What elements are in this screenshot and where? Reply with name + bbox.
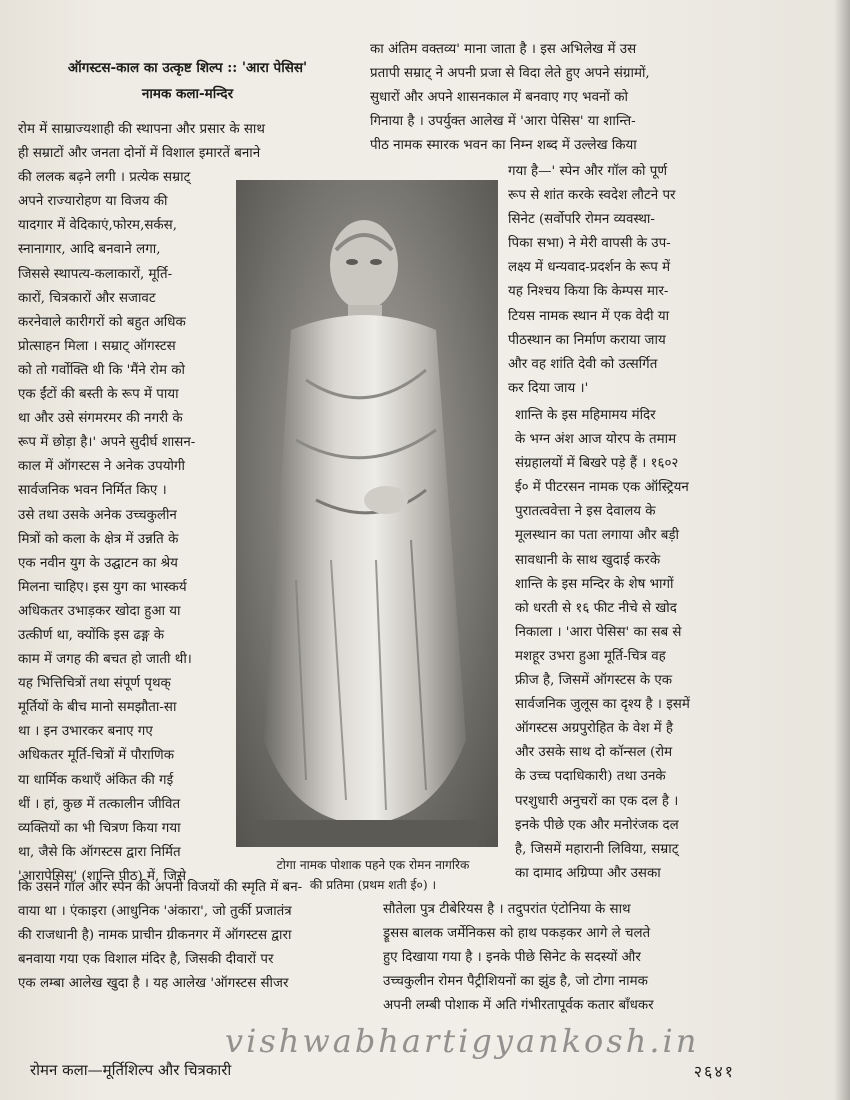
text-line: या धार्मिक कथाएँ अंकित की गई (18, 772, 174, 788)
text-line: उसे तथा उसके अनेक उच्चकुलीन (18, 507, 177, 523)
text-line: की राजधानी है) नामक प्राचीन ग्रीकनगर में ऑगस्टस द्वारा (18, 928, 292, 944)
text-line: सार्वजनिक भवन निर्मित किए । (18, 483, 167, 499)
section-heading (15, 55, 360, 107)
running-footer-title: रोमन कला—मूर्तिशिल्प और चित्रकारी (30, 1061, 232, 1079)
heading-line: ऑगस्टस-काल का उत्कृष्ट शिल्प :: 'आरा पेसिस' (67, 60, 308, 76)
text-line: है, जिसमें महारानी लिविया, सम्राट् (515, 841, 679, 857)
text-line: निकाला । 'आरा पेसिस' का सब से (515, 624, 682, 640)
text-line: कारों, चित्रकारों और सजावट (18, 290, 156, 306)
right-top-column (370, 38, 730, 158)
caption-line: की प्रतिमा (प्रथम शती ई०) । (309, 878, 437, 892)
text-line: का अंतिम वक्तव्य' माना जाता है । इस अभिलेख में उस (370, 42, 637, 57)
text-line: शान्ति के इस मन्दिर के शेष भागों (515, 576, 674, 592)
watermark-text: vishwabhartigyankosh.in (225, 1022, 700, 1060)
text-line: सिनेट (सर्वोपरि रोमन व्यवस्था- (508, 212, 655, 228)
text-line: पुरातत्ववेत्ता ने इस देवालय के (515, 504, 656, 520)
text-line: था और उसे संगमरमर की नगरी के (18, 411, 183, 427)
text-line: रूप से शांत करके स्वदेश लौटने पर (508, 188, 676, 204)
text-line: अपने राज्यारोहण या विजय की (18, 194, 168, 210)
text-line: गया है—' स्पेन और गॉल को पूर्ण (508, 164, 668, 179)
text-line: टियस नामक स्थान में एक वेदी या (508, 308, 670, 324)
text-line: व्यक्तियों का भी चित्रण किया गया (18, 820, 181, 836)
bottom-right-text (383, 898, 725, 1018)
text-line: काम में जगह की बचत हो जाती थी। (18, 652, 192, 668)
text-line: सौतेला पुत्र टीबेरियस है । तदुपरांत एंटोनिया के साथ (383, 902, 631, 917)
text-line: थीं । हां, कुछ में तत्कालीन जीवित (18, 796, 181, 812)
text-line: को तो गर्वोक्ति थी कि 'मैंने रोम को (18, 362, 185, 378)
text-line: मूलस्थान का पता लगाया और बड़ी (515, 528, 679, 544)
text-line: उत्कीर्ण था, क्योंकि इस ढङ्ग के (18, 627, 165, 643)
text-line: जिससे स्थापत्य-कलाकारों, मूर्ति- (18, 266, 173, 282)
text-line: बनवाया गया एक विशाल मंदिर है, जिसकी दीवारों पर (18, 952, 274, 968)
text-line: था । इन उभारकर बनाए गए (18, 724, 153, 740)
text-line: ई० में पीटरसन नामक एक ऑस्ट्रियन (515, 480, 689, 496)
text-line: का दामाद अग्रिप्पा और उसका (515, 865, 661, 881)
text-line: और वह शांति देवी को उत्सर्गित (508, 356, 658, 372)
text-line: ऑगस्टस अग्रपुरोहित के वेश में है (515, 721, 674, 737)
text-line: यह निश्चय किया कि केम्पस मार- (508, 284, 669, 300)
page-number: २६४१ (693, 1062, 735, 1081)
text-line: एक लम्बा आलेख खुदा है । यह आलेख 'ऑगस्टस सीजर (18, 976, 289, 992)
text-line: मशहूर उभरा हुआ मूर्ति-चित्र वह (515, 648, 666, 664)
text-line: यह भित्तिचित्रों तथा संपूर्ण पृथक् (18, 676, 171, 692)
text-line: और उसके साथ दो कॉन्सल (रोम (515, 745, 673, 761)
text-line: प्रतापी सम्राट् ने अपनी प्रजा से विदा लेते हुए अपने संग्रामों, (370, 66, 650, 82)
text-line: वाया था । एंकाइरा (आधुनिक 'अंकारा', जो तुर्की प्रजातंत्र (18, 904, 292, 920)
text-line: पीठस्थान का निर्माण कराया जाय (508, 332, 666, 348)
text-line: ड्रूसस बालक जर्मेनिकस को हाथ पकड़कर आगे ले चलते (383, 926, 651, 942)
text-line: मूर्तियों के बीच मानो समझौता-सा (18, 700, 177, 716)
text-line: मित्रों को कला के क्षेत्र में उन्नति के (18, 531, 179, 547)
text-line: मिलना चाहिए। इस युग का भास्कर्य (18, 579, 187, 595)
text-line: के उच्च पदाधिकारी) तथा उनके (515, 769, 666, 785)
right-lower-column (515, 404, 725, 886)
text-line: पीठ नामक स्मारक भवन का निम्न शब्द में उल्लेख किया (370, 138, 637, 154)
text-line: रोम में साम्राज्यशाही की स्थापना और प्रसार के साथ (18, 122, 265, 137)
statue-illustration (236, 180, 498, 847)
text-line: कि उसने गॉल और स्पेन की अपनी विजयों की स्मृति में बन- (18, 880, 303, 895)
text-line: गिनाया है । उपर्युक्त आलेख में 'आरा पेसिस' या शान्ति- (370, 114, 636, 130)
toga-statue-photo (236, 180, 498, 847)
text-line: पिका सभा) ने मेरी वापसी के उप- (508, 236, 671, 252)
text-line: अपनी लम्बी पोशाक में अति गंभीरतापूर्वक कतार बाँधकर (383, 998, 654, 1014)
text-line: था, जैसे कि ऑगस्टस द्वारा निर्मित (18, 844, 181, 860)
text-line: परशुधारी अनुचरों का एक दल है । (515, 793, 679, 809)
text-line: फ्रीज है, जिसमें ऑगस्टस के एक (515, 673, 673, 689)
text-line: के भग्न अंश आज योरप के तमाम (515, 432, 677, 448)
text-line: यादगार में वेदिकाएं,फोरम,सर्कस, (18, 218, 177, 234)
text-line: की ललक बढ़ने लगी । प्रत्येक सम्राट् (18, 170, 191, 186)
text-line: कर दिया जाय ।' (508, 380, 589, 396)
text-line: रूप में छोड़ा है।' अपने सुदीर्घ शासन- (18, 435, 196, 451)
binding-shadow (834, 0, 850, 1100)
text-line: सार्वजनिक जुलूस का दृश्य है । इसमें (515, 697, 690, 713)
right-middle-column (508, 160, 723, 401)
text-line: स्नानागार, आदि बनवाने लगा, (18, 242, 161, 258)
caption-line: टोगा नामक पोशाक पहने एक रोमन नागरिक (276, 858, 470, 872)
page-footer (15, 1060, 735, 1090)
text-line: इनके पीछे एक और मनोरंजक दल (515, 817, 679, 833)
text-line: 'आरापेसिस' (शान्ति पीठ) में, जिसे (18, 868, 187, 884)
text-line: करनेवाले कारीगरों को बहुत अधिक (18, 314, 186, 330)
text-line: अधिकतर उभाड़कर खोदा हुआ या (18, 603, 181, 619)
text-line: अधिकतर मूर्ति-चित्रों में पौराणिक (18, 748, 175, 764)
text-line: काल में ऑगस्टस ने अनेक उपयोगी (18, 459, 185, 475)
text-line: हुए दिखाया गया है । इनके पीछे सिनेट के सदस्यों और (383, 950, 641, 966)
text-line: ही सम्राटों और जनता दोनों में विशाल इमारतें बनाने (18, 146, 261, 162)
text-line: को धरती से १६ फीट नीचे से खोद (515, 600, 677, 616)
text-line: एक ईंटों की बस्ती के रूप में पाया (18, 387, 179, 403)
text-line: प्रोत्साहन मिला । सम्राट् ऑगस्टस (18, 338, 176, 354)
figure-caption (238, 855, 508, 895)
heading-line: नामक कला-मन्दिर (141, 86, 234, 102)
text-line: लक्ष्य में धन्यवाद-प्रदर्शन के रूप में (508, 260, 671, 276)
text-line: सुधारों और अपने शासनकाल में बनवाए गए भवनों को (370, 90, 628, 106)
text-line: शान्ति के इस महिमामय मंदिर (515, 408, 656, 423)
text-line: सावधानी के साथ खुदाई करके (515, 552, 661, 568)
text-line: उच्चकुलीन रोमन पैट्रीशियनों का झुंड है, जो टोगा नामक (383, 974, 648, 990)
text-line: एक नवीन युग के उद्घाटन का श्रेय (18, 555, 178, 571)
text-line: संग्रहालयों में बिखरे पड़े हैं । १६०२ (515, 456, 679, 472)
